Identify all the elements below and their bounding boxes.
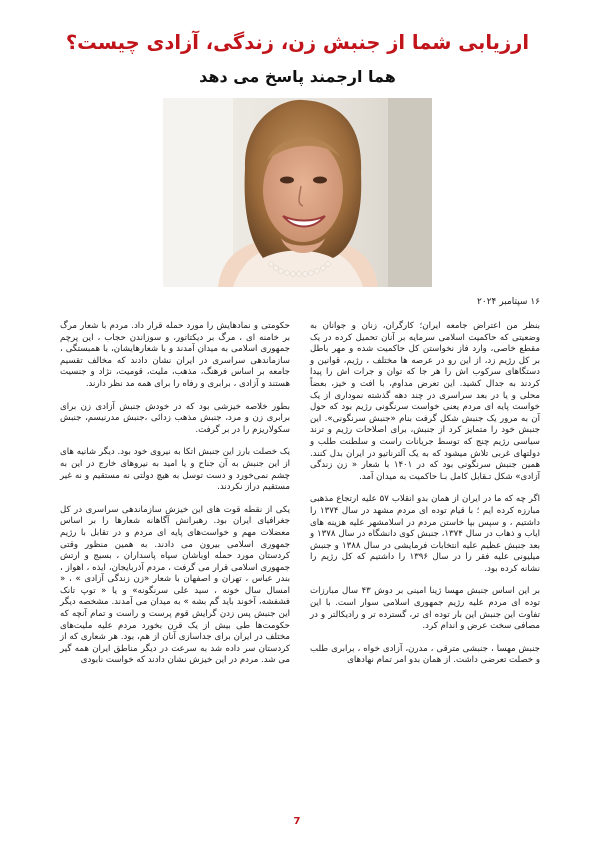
article-title: ارزیابی شما از جنبش زن، زندگی، آزادی چیست؟ [65,31,530,54]
paragraph: اگر چه که ما در ایران از همان بدو انقلاب ۵۷ علیه ارتجاع مذهبی مبارزه کرده ایم ؛ با قیام توده ای مردم مشهد در سال ۱۳۷۴ را داشتیم ، و سپس بپا خاستن مردم در اسلامشهر علیه هزینه های ایاب و ذهاب در سال ۱۳۷۴، جنبش کوی دانشگاه در سال ۱۳۷۸ و بعد جنبش عظیم علیه انتخابات فرمایشی در سال ۱۳۸۸ و جنبش میلیونی علیه فقر را در سال ۱۳۹۶ را داشتیم که کل رژیم را نشانه کرده بود. [310,494,541,574]
article-column-right [310,321,540,678]
article-subtitle: هما ارجمند پاسخ می دهد [199,67,396,86]
author-photo [163,98,432,287]
publication-date: ۱۶ سپتامبر ۲۰۲۴ [477,297,540,307]
paragraph: یک خصلت بارز این جنبش اتکا به نیروی خود بود. دیگر شانیه های از این جنبش به آن جناح و یا امید به نیروهای خارج در این به چشم نمی‌خورد و دست توسل به هیچ دولتی نه مستقیم و نه غیر مستقیم دراز نکردند. [60,447,290,493]
paragraph: جنبش مهسا ، جنبشی مترقی ، مدرن، آزادی خواه ، برابری طلب و خصلت تعرضی داشت. از همان بدو امر تمام نهادهای [310,643,540,666]
page-number: 7 [293,816,301,827]
paragraph: یکی از نقطه قوت های این خیزش سازماندهی سراسری در کل جغرافیای ایران بود. رهبرانش آگاهانه شعارها را بر اساس معضلات مهم و خواست‌های پایه ای مردم و در تقابل با رژیم جمهوری اسلامی بیرون می دادند. به همین منظور وقتی کردستان مورد حمله اوباشان سپاه پاسداران ، بسیج و ارتش جمهوری اسلامی قرار می گرفت ، مردم آذربایجان، ایذه ، اهواز ، بندر عباس ، تهران و اصفهان با شعار «زن زندگی آزادی » ، « امسال سال خونه ، سید علی سرنگونه» و یا « توپ تانک فشفشه، آخوند باید گم بشه » به میدان می آمدند. مشخصه دیگر این جنبش پس زدن گرایش قوم پرست و راست و تمام آنچه که حکومت‌ها طی بیش از یک قرن بخورد مردم علیه ملیت‌های مختلف در ایران برای جداسازی آنان از هم، بود. هر شعاری که از کردستان سر داده شد به سرعت در دیگر مناطق ایران همه گیر می شد. مردم در این خیزش نشان دادند که خواست نابودی [60,504,290,666]
article-column-left [60,321,290,678]
paragraph: بر این اساس جنبش مهسا ژینا امینی بر دوش ۴۳ سال مبارزات توده ای مردم علیه رژیم جمهوری اسلامی سوار است. با این تفاوت این جنبش این بار توده ای تر، گسترده تر و رادیکالتر و در مصافی سخت عرض و اندام کرد. [310,586,540,632]
paragraph: بنظر من اعتراض جامعه ایران؛ کارگران، زنان و جوانان به وضعیتی که حاکمیت اسلامی سرمایه بر آنان تحمیل کرده در یک مقطع خاصی، وارد فاز نخواستن کل حاکمیت شده و مهر باطل بر کل رژیم زد، از این رو در عرصه ها مختلف ، رژیم، قوانین و دستگاهای سرکوب اش را هر جا که توان و جرات اش را پیدا کردند به جدال کشید. این تعرض مداوم، با افت و خیز، بعضاً محلی و یا در بعد سراسری در چند دهه گذشته نموداری از یک خواست پایه ای مردم یعنی خواست سرنگونی رژیم بود که حول آن به مرور یک جنبش شکل گرفت بنام «جنبش سرنگونی». این جنبش خود را متمایز کرد از جنبش، برای اصلاحات رژیم و ترند سیاسی رژیم چنج که توسط جریانات راست و سلطنت طلب و دولتهای غربی تلاش میشود که به یک آلترناتیو در ایران بدل کنند. همین جنبش سرنگونی بود که در ۱۴۰۱ با شعار « زن زندگی آزادی» شکل تـقابل کامل بـا حاکمیت به میدان آمد. [310,321,541,482]
paragraph: بطور خلاصه خیزشی بود که در خودش جنبش آزادی زن برای برابری زن و مرد، جنبش مذهب زدائی ،جنبش مدرنیسم، جنبش سکولاریزم را در بر گرفت. [60,401,290,435]
paragraph: حکومتی و نمادهایش را مورد حمله قرار داد. مردم با شعار مرگ بر خامنه ای ، مرگ بر دیکتاتور، و سوزاندن حجاب ، این پرچم جمهوری اسلامی به میدان آمدند و با شعارهایشان، با همبستگی ، سازماندهی سراسری در ایران نشان دادند که مخالف تقسیم جامعه بر اساس فرهنگ، مذهب، ملیت، قومیت، نژاد و جنسیت هستند و آزادی ، برابری و رفاه را برای همه مد نظر دارند. [60,321,290,389]
